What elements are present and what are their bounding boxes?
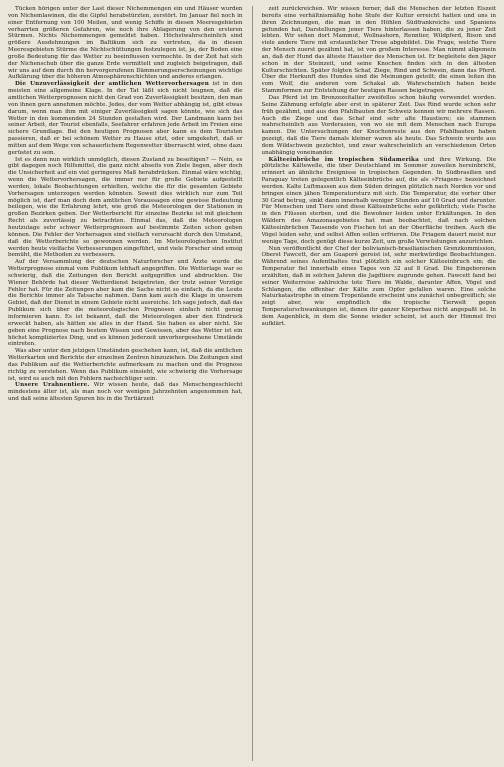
- left-column: [8, 6, 243, 761]
- paragraph-text: Das Pferd ist im Bronzezeitalter zweifellos schon häufig verwendet worden. Seine Zähmung erfolgte aber erst in späterer Zeit. Das Rind wurde schon sehr früh gezähmt, und aus den Pfahlbauten der Schweiz kennen wir mehrere Rassen. Auch die Ziege und das Schaf sind sehr alte Haustiere; sie stammen wahrscheinlich aus Vorderasien, von wo sie mit dem Menschen nach Europa kamen. Die Untersuchungen der Knochenreste aus den Pfahlbauten haben gezeigt, daß die Tiere damals kleiner waren als heute. Das Schwein wurde aus dem Wildschwein gezüchtet, und zwar wahrscheinlich an verschiedenen Orten unabhängig voneinander.: [261, 94, 496, 156]
- paragraph: [8, 259, 243, 348]
- paragraph: [8, 81, 243, 156]
- paragraph-text: Tücken hörigen unter der Last dieser Nichemmengen ein und Häuser wurden von Nichemlawinen, die die Gipfel herabstürzten, zerstört. Im Januar fiel noch in einer Entfernung von 100 Meilen, und wenig Schiffe in diesen Meeresgebieten verharrten größeren Gefahren, wie noch ihre Ablagerung von den ersteren Stürmen. Nichts Nichemmengen gemeldet haben. Höchstwahrscheinlich sind größere Ausdehnungen im Baltikum sich zu vertreten, da in diesen Meeresgebieten Stürme die Nichtschüttungen festzulegen ist, ja, der Boden eine große Bedeutung für das Wetter zu beeinflussen vermochte. In der Zeit hat sich der Nichenschub über die ganze Erde vermittelt und zugleich beigetragen, daß wir uns auf dem durch ihn hervorgerufenen Dämmerungserscheinungen wichtige Aufklärung über die höheren Atmosphärenschichten und anderes erlangen.: [8, 6, 243, 81]
- paragraph: [262, 95, 497, 157]
- paragraph-heading: Kälteeinbrüche im tropischen Südamerika: [268, 156, 419, 163]
- paragraph-text: zeit zurückreichen. Wir wissen ferner, daß die Menschen der letzten Eiszeit bereits eine verhältnismäßig hohe Stufe der Kultur erreicht hatten und uns in ihren Zeichnungen, die man in den Höhlen Südfrankreichs und Spaniens gefunden hat, Darstellungen jener Tiere hinterlassen haben, die zu jener Zeit lebten. Wir sehen dort Mammut, Wollnashorn, Renntier, Wildpferd, Bison und viele andere Tiere mit erstaunlicher Treue abgebildet. Die Frage, welche Tiere der Mensch zuerst gezähmt hat, ist von großem Interesse. Man nimmt allgemein an, daß der Hund das älteste Haustier des Menschen ist. Er begleitete den Jäger schon in der Steinzeit, und seine Knochen finden sich in den ältesten Kulturschichten. Später folgten Schaf, Ziege, Rind und Schwein, dann das Pferd. Über die Herkunft des Hundes sind die Meinungen geteilt; die einen leiten ihn vom Wolf, die anderen vom Schakal ab. Wahrscheinlich haben beide Stammformen zur Entstehung der heutigen Rassen beigetragen.: [261, 6, 496, 95]
- right-column: [262, 6, 497, 761]
- column-divider: [252, 6, 253, 761]
- paragraph-text: Nun veröffentlicht der Chef der bolivianisch-brasilianischen Grenzkommission, Oberst Fawcett, der am Guaporé gereist ist, sehr merkwürdige Beobachtungen. Während seines Aufenthaltes trat plötzlich ein solcher Kälteeinbruch ein; die Temperatur fiel innerhalb eines Tages von 32 auf 8 Grad. Die Eingeborenen erzählten, daß in solchen Jahren die Jagdtiere zugrunde gehen. Fawcett fand bei seiner Weiterreise zahlreiche tote Tiere im Walde, darunter Affen, Vögel und Schlangen, die offenbar der Kälte zum Opfer gefallen waren. Eine solche Naturkatastrophe in einem Tropenlande erscheint uns zunächst unbegreiflich; sie zeigt aber, wie empfindlich die tropische Tierwelt gegen Temperaturschwankungen ist, denen ihr ganzer Körperbau nicht angepaßt ist. In dem Augenblick, in dem die Sonne wieder scheint, ist auch der Himmel frei aufklärt.: [261, 245, 496, 327]
- paragraph-heading: Unsere Urahnentiere.: [15, 382, 90, 389]
- paragraph-text: Auf der Versammlung der deutschen Naturforscher und Ärzte wurde die Wetterprognose einmal vom Publikum lebhaft angegriffen. Die Wetterlage war so schwierig, daß die Zeitungen den Bericht aufgegriffen und abdruckten. Die Wiener Behörde hat dieser Wetterdienst beigetreten, der trotz seiner Vorzüge Fehler hat. Für die Zeitungen aber kam die Sache nicht so einfach, da die Leute die Berichte immer als Tatsache nahmen. Dann kam auch die Klage in unserem Gebiet, daß der Dienst in einem Gebiete nicht ausreiche. Ich sage jedoch, daß das Publikum sich über die meteorologischen Prognosen einfach nicht genug informieren kann. Es ist bekannt, daß die Meteorologen aber den Eindruck erweckt haben, als hätten sie alles in der Hand. Sie haben es aber nicht. Sie geben eine Prognose nach bestem Wissen und Gewissen, aber das Wetter ist ein höchst kompliziertes Ding, und es können jederzeit unvorhergesehene Umstände eintreten.: [8, 259, 243, 348]
- paragraph-text: Ist es denn nun wirklich unmöglich, diesen Zustand zu beseitigen? — Nein, es gibt dagegen noch Hilfsmittel, die ganz nicht abseits von Ziele liegen, aber doch die Unsicherheit auf ein viel geringeres Maß herabdrücken. Einmal wäre wichtig, wenn die Wettervorhersagen, die immer nur für große Gebiete aufgestellt werden, lokale Beobachtungen erhielten, welche die für die gesamten Gebiete Vorhersagen unterzogen werden könnten. Soweit dies wirklich nur zum Teil möglich ist, darf man doch dem amtlichen Voraussagen eine gewisse Bedeutung beilegen, wie die Erfahrung lehrt, wie groß die Meteorologen der Stationen in großen Bezirken geben. Der Wetterbericht für einzelne Bezirke ist mit gleichem Recht als zuverlässig zu betrachten. Einmal das, daß die Meteorologen heutzutage sehr schwer Wetterprognosen auf bestimmte Zeiten schon geben können. Die Fehler der Vorhersagen sind vielfach verursacht durch den Umstand, daß die Wetterberichte so gewonnen werden. Im Meteorologischen Institut werden heute vielfache Verbesserungen eingeführt, und viele Forscher sind emsig bemüht, die Methoden zu verbessern.: [8, 156, 243, 259]
- paragraph: [8, 348, 243, 382]
- paragraph-text: ist in den meisten eine allgemeine Klage. In der Tat läßt sich nicht leugnen, daß die amtlichen Wetterprognosen nicht den Grad von Zuverlässigkeit besitzen, den man von ihnen gern annehmen möchte. Jedes, der vom Wetter abhängig ist, gibt etwas darum, wenn man ihm mit einiger Zuverlässigkeit sagen könnte, wie sich das Wetter in den kommenden 24 Stunden gestalten wird. Der Landmann kann bei seiner Arbeit, der Tourist ebenfalls, Seefahrer erfahren jede Arbeit im Freien eine sichere Grundlage. Bei den heutigen Prognosen aber kann es dem Touristen passieren, daß er bei schönem Wetter zu Hause sitzt, oder umgekehrt, daß er mitten auf dem Wege von schauerlichem Regenwetter überrascht wird, ohne dazu gerüstet zu sein.: [8, 81, 243, 156]
- paragraph: [8, 157, 243, 260]
- paragraph: [262, 6, 497, 95]
- paragraph: [262, 246, 497, 328]
- paragraph-text: Was aber unter den jetzigen Umständen geschehen kann, ist, daß die amtlichen Wetterkarten und Berichte der einzelnen Zentren hinzuziehen. Die Zeitungen sind das Publikum auf die Wetterberichte aufmerksam zu machen und die Prognose richtig zu verstehen. Wenn das Publikum einsieht, wie schwierig die Vorhersage ist, wird es auch mit den Fehlern nachsichtiger sein.: [8, 348, 243, 382]
- paragraph-heading: Die Unzuverlässigkeit der amtlichen Wettervorhersagen: [15, 81, 209, 88]
- paragraph: [8, 382, 243, 403]
- paragraph-text: Wir wissen heute, daß das Menschengeschlecht mindestens älter ist, als man noch vor wenigen Jahrzehnten angenommen hat, und daß seine ältesten Spuren bis in die Tertiärzeit: [8, 382, 243, 403]
- two-column-layout: [8, 6, 496, 761]
- paragraph-text: und ihre Wirkung. Die plötzliche Kältewelle, die über Deutschland im Sommer zuweilen hereinbricht, erinnert an ähnliche Ereignisse in tropischen Gegenden. In Südbrasilien und Paraguay treten gelegentlich Kälteeinbrüche auf, die als »Friagem« bezeichnet werden. Kalte Luftmassen aus dem Süden dringen plötzlich nach Norden vor und bringen einen jähen Temperatursturz mit sich. Die Temperatur, die vorher über 30 Grad betrug, sinkt dann innerhalb weniger Stunden auf 10 Grad und darunter. Für Menschen und Tiere sind diese Kälteeinbrüche sehr gefährlich; viele Fische in den Flüssen sterben, und die Bewohner leiden unter Erkältungen. In den Wäldern des Amazonasgebietes hat man beobachtet, daß nach solchen Kälteeinbrüchen Tausende von Fischen tot an der Oberfläche treiben. Auch die Vögel leiden sehr, und selbst Affen sollen erfrieren. Die Friagem dauert meist nur wenige Tage, doch genügt diese kurze Zeit, um große Verwüstungen anzurichten.: [261, 156, 496, 245]
- paragraph: [8, 6, 243, 81]
- paragraph: [262, 157, 497, 246]
